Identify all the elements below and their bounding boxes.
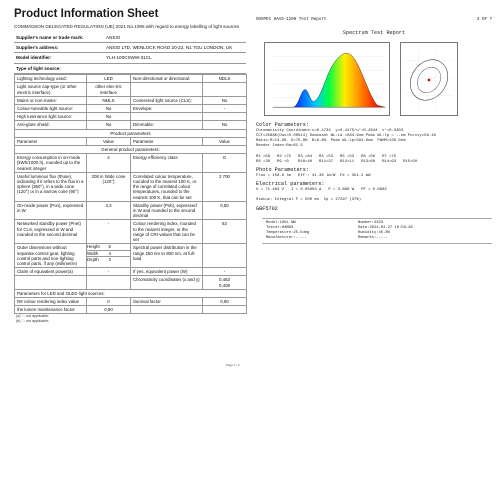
table-cell: - — [87, 268, 131, 276]
table-cell — [87, 276, 131, 289]
table-cell: 2 700 — [203, 172, 247, 201]
table-cell: 0,463 0,408 — [203, 276, 247, 289]
color-line: Chromaticity Coordinate:x=0.4734 y=0.4175/u'=0.2644 v'=0.3303 — [256, 129, 404, 133]
photo-params-heading: Photo Parameters: — [256, 167, 309, 173]
table-row — [15, 268, 247, 276]
col-header: Parameter — [131, 137, 203, 145]
table-cell: No — [203, 121, 247, 129]
table-cell: Standby power (Psb), expressed in W and rounded to the second decimal — [131, 201, 203, 220]
table-cell: High luminance light source: — [15, 113, 87, 121]
doc-title: Product Information Sheet — [14, 8, 159, 20]
table-cell: Survival factor — [131, 297, 203, 305]
col-header: Value — [87, 137, 131, 145]
table-row — [15, 289, 247, 297]
table-cell: Connected light source (CLS): — [131, 96, 203, 104]
table-cell: If yes, equivalent power (W) — [131, 268, 203, 276]
table-cell — [131, 306, 203, 314]
table-cell: On-mode power (Pon), expressed in W — [15, 201, 87, 220]
table-cell: 4 — [87, 154, 131, 173]
table-cell: Energy consumption in on-mode (kWh/1000 h), rounded up to the nearest integer — [15, 154, 87, 173]
table-cell — [203, 113, 247, 121]
report-charts — [256, 42, 492, 120]
table-row — [15, 121, 247, 129]
color-line: Render Index:Ra=62.5 — [256, 144, 303, 148]
table-cell: other elec-tric interface — [87, 83, 131, 96]
table-cell: Dimmable: — [131, 121, 203, 129]
table-row — [15, 113, 247, 121]
table-cell — [203, 83, 247, 96]
table-row — [15, 129, 247, 137]
table-cell: Energy efficiency class — [131, 154, 203, 173]
table-cell: G — [203, 154, 247, 173]
cie-chromaticity-plot — [400, 42, 458, 116]
spectrum-report — [256, 18, 492, 378]
supplier-header — [14, 33, 246, 75]
report-title: Spectrum Test Report — [342, 30, 406, 36]
table-cell: - — [87, 220, 131, 244]
table-cell: 0,90 — [87, 306, 131, 314]
table-cell: Lighting technology used: — [15, 75, 87, 83]
section-label: Parameters for LED and OLED light sources: — [15, 289, 247, 297]
table-cell: Mains or non-mains: — [15, 96, 87, 104]
render-index-line: R1 =58 R2 =75 R3 =84 R4 =53 R5 =53 R6 =56 R7 =75 — [256, 155, 397, 159]
table-row — [15, 244, 247, 268]
test-info-box: Model:100L WW Number:2323 Tester:HAMAS Date:2024-02-27 10:59:28 Temperature:25.5deg Humidity:45.8% Manufacturer:----- Remarks:----- — [262, 218, 492, 244]
table-cell: No — [87, 113, 131, 121]
table-cell — [131, 83, 203, 96]
render-index-line: R8 =38 R9 =0 R10=40 R11=37 R12=11 R13=60 R14=93 R15=50 — [256, 160, 418, 164]
table-cell: the lumen maintenance factor — [15, 306, 87, 314]
col-header: Value — [203, 137, 247, 145]
footnote: (a) '-': not applicable; — [16, 314, 50, 319]
col-header: Parameter — [15, 137, 87, 145]
dims-label: Outer dimensions without separate control gear, lighting control parts and non-lighting control parts, if any (millimetre) — [15, 244, 87, 268]
product-info-sheet — [14, 8, 246, 496]
table-cell: Colour-tuneable light source: — [15, 105, 87, 113]
table-row — [15, 297, 247, 305]
table-cell: Height 6 Width 4 Depth 3 — [87, 244, 131, 268]
table-cell — [203, 306, 247, 314]
table-row — [15, 96, 247, 104]
table-cell — [131, 113, 203, 121]
table-cell: - — [203, 268, 247, 276]
table-cell: 62 — [203, 220, 247, 244]
report-company: OHSPEC HAAS-1200 Test Report — [256, 18, 327, 22]
regulation-text: COMMISSION DELEGATED REGULATION (UE) 2021 No.1095 with regard to energy labelling of light sources — [14, 24, 240, 29]
section-label: General product parameters: — [15, 146, 247, 154]
color-line: Ratio:R=13.9% G=75.8% B=9.8% Peak WL:lp=594.0nm FWHM=139.0nm — [256, 139, 406, 143]
photo-line: Flux = 156.8 lm Eff.: 41.36 lm/W Fe = 351.2 mW — [256, 174, 371, 178]
table-cell: Spectral power distribution in the range 250 nm to 800 nm, at full-load — [131, 244, 203, 268]
table-cell: Claim of equivalent power(a) — [15, 268, 87, 276]
serial-number: GBF5702 — [256, 206, 278, 212]
table-cell: LED — [87, 75, 131, 83]
product-table — [14, 74, 247, 314]
table-cell: Colour rendering index, rounded to the nearest integer, or the range of CRI-values that can be set — [131, 220, 203, 244]
table-row — [15, 154, 247, 173]
table-cell: No — [87, 121, 131, 129]
spectrum-graph — [264, 42, 390, 116]
table-cell: Correlated colour temperature, rounded to the nearest 100 K, or the range of correlated colour temperatures, rounded to the nearest 100 K, that can be set — [131, 172, 203, 201]
table-cell: 0,90 — [203, 297, 247, 305]
table-cell: 0,50 — [203, 201, 247, 220]
elec-line: U = 71.463 V I = 0.05603 A P = 3.880 W PF = 0.0983 — [256, 188, 387, 192]
color-params-heading: Color Parameters: — [256, 122, 309, 128]
report-header — [256, 18, 492, 22]
table-row — [15, 201, 247, 220]
footnote: (b) '-': not applicable; — [16, 319, 50, 324]
status-line: Status: Integral F = 500 ms Ip = 27297 (37%) — [256, 198, 362, 202]
table-cell: NMLS — [87, 96, 131, 104]
table-cell — [15, 276, 87, 289]
table-cell: 208 in Wide cone (120°) — [87, 172, 131, 201]
table-cell: R9 colour rendering index value — [15, 297, 87, 305]
table-cell: No — [203, 96, 247, 104]
table-cell: Light source cap-type (or other electric interface) — [15, 83, 87, 96]
color-line: CCT=2588K(Duv=0.00514) Dominant WL:Ld =584.9nm Peak WL:lp = --nm Purity=58.1% — [256, 134, 436, 138]
table-row — [15, 146, 247, 154]
table-cell: Networked standby power (Pnet) for CLS, expressed in W and rounded to the second decimal — [15, 220, 87, 244]
header-row: Supplier's address: ANSIO LTD, WENLOCK ROAD 20-22, N1 7GU LONDON, UK — [14, 43, 246, 53]
table-row — [15, 276, 247, 289]
table-row — [15, 306, 247, 314]
table-row — [15, 83, 247, 96]
table-row — [15, 105, 247, 113]
table-cell: NDLS — [203, 75, 247, 83]
table-cell: Non-directional or directional: — [131, 75, 203, 83]
table-row — [15, 75, 247, 83]
table-cell: Chromaticity coordinates (x and y) — [131, 276, 203, 289]
section-label: Product parameters — [15, 129, 247, 137]
table-cell: Useful luminous flux (Φuse), indicating if it refers to the flux in a sphere (360°), in a wide cone (120°) or in a narrow cone (90°) — [15, 172, 87, 201]
table-cell: No — [87, 105, 131, 113]
table-cell: - — [203, 105, 247, 113]
table-row — [15, 137, 247, 145]
page-number: Page 1 / 2 — [226, 363, 240, 367]
table-row — [15, 172, 247, 201]
table-cell: Envelope: — [131, 105, 203, 113]
report-page: 3 OF 7 — [476, 18, 492, 22]
table-cell: 4,3 — [87, 201, 131, 220]
table-row — [15, 220, 247, 244]
header-row: Supplier's name or trade mark: ANSIO — [14, 33, 246, 43]
table-cell: Anti-glare shield: — [15, 121, 87, 129]
header-row: Type of light source: — [14, 64, 246, 74]
header-row: Model identifier: YLH-100CSWW-31CL — [14, 53, 246, 63]
elec-params-heading: Electrical parameters: — [256, 181, 325, 187]
table-cell: 0 — [87, 297, 131, 305]
table-cell — [203, 244, 247, 268]
